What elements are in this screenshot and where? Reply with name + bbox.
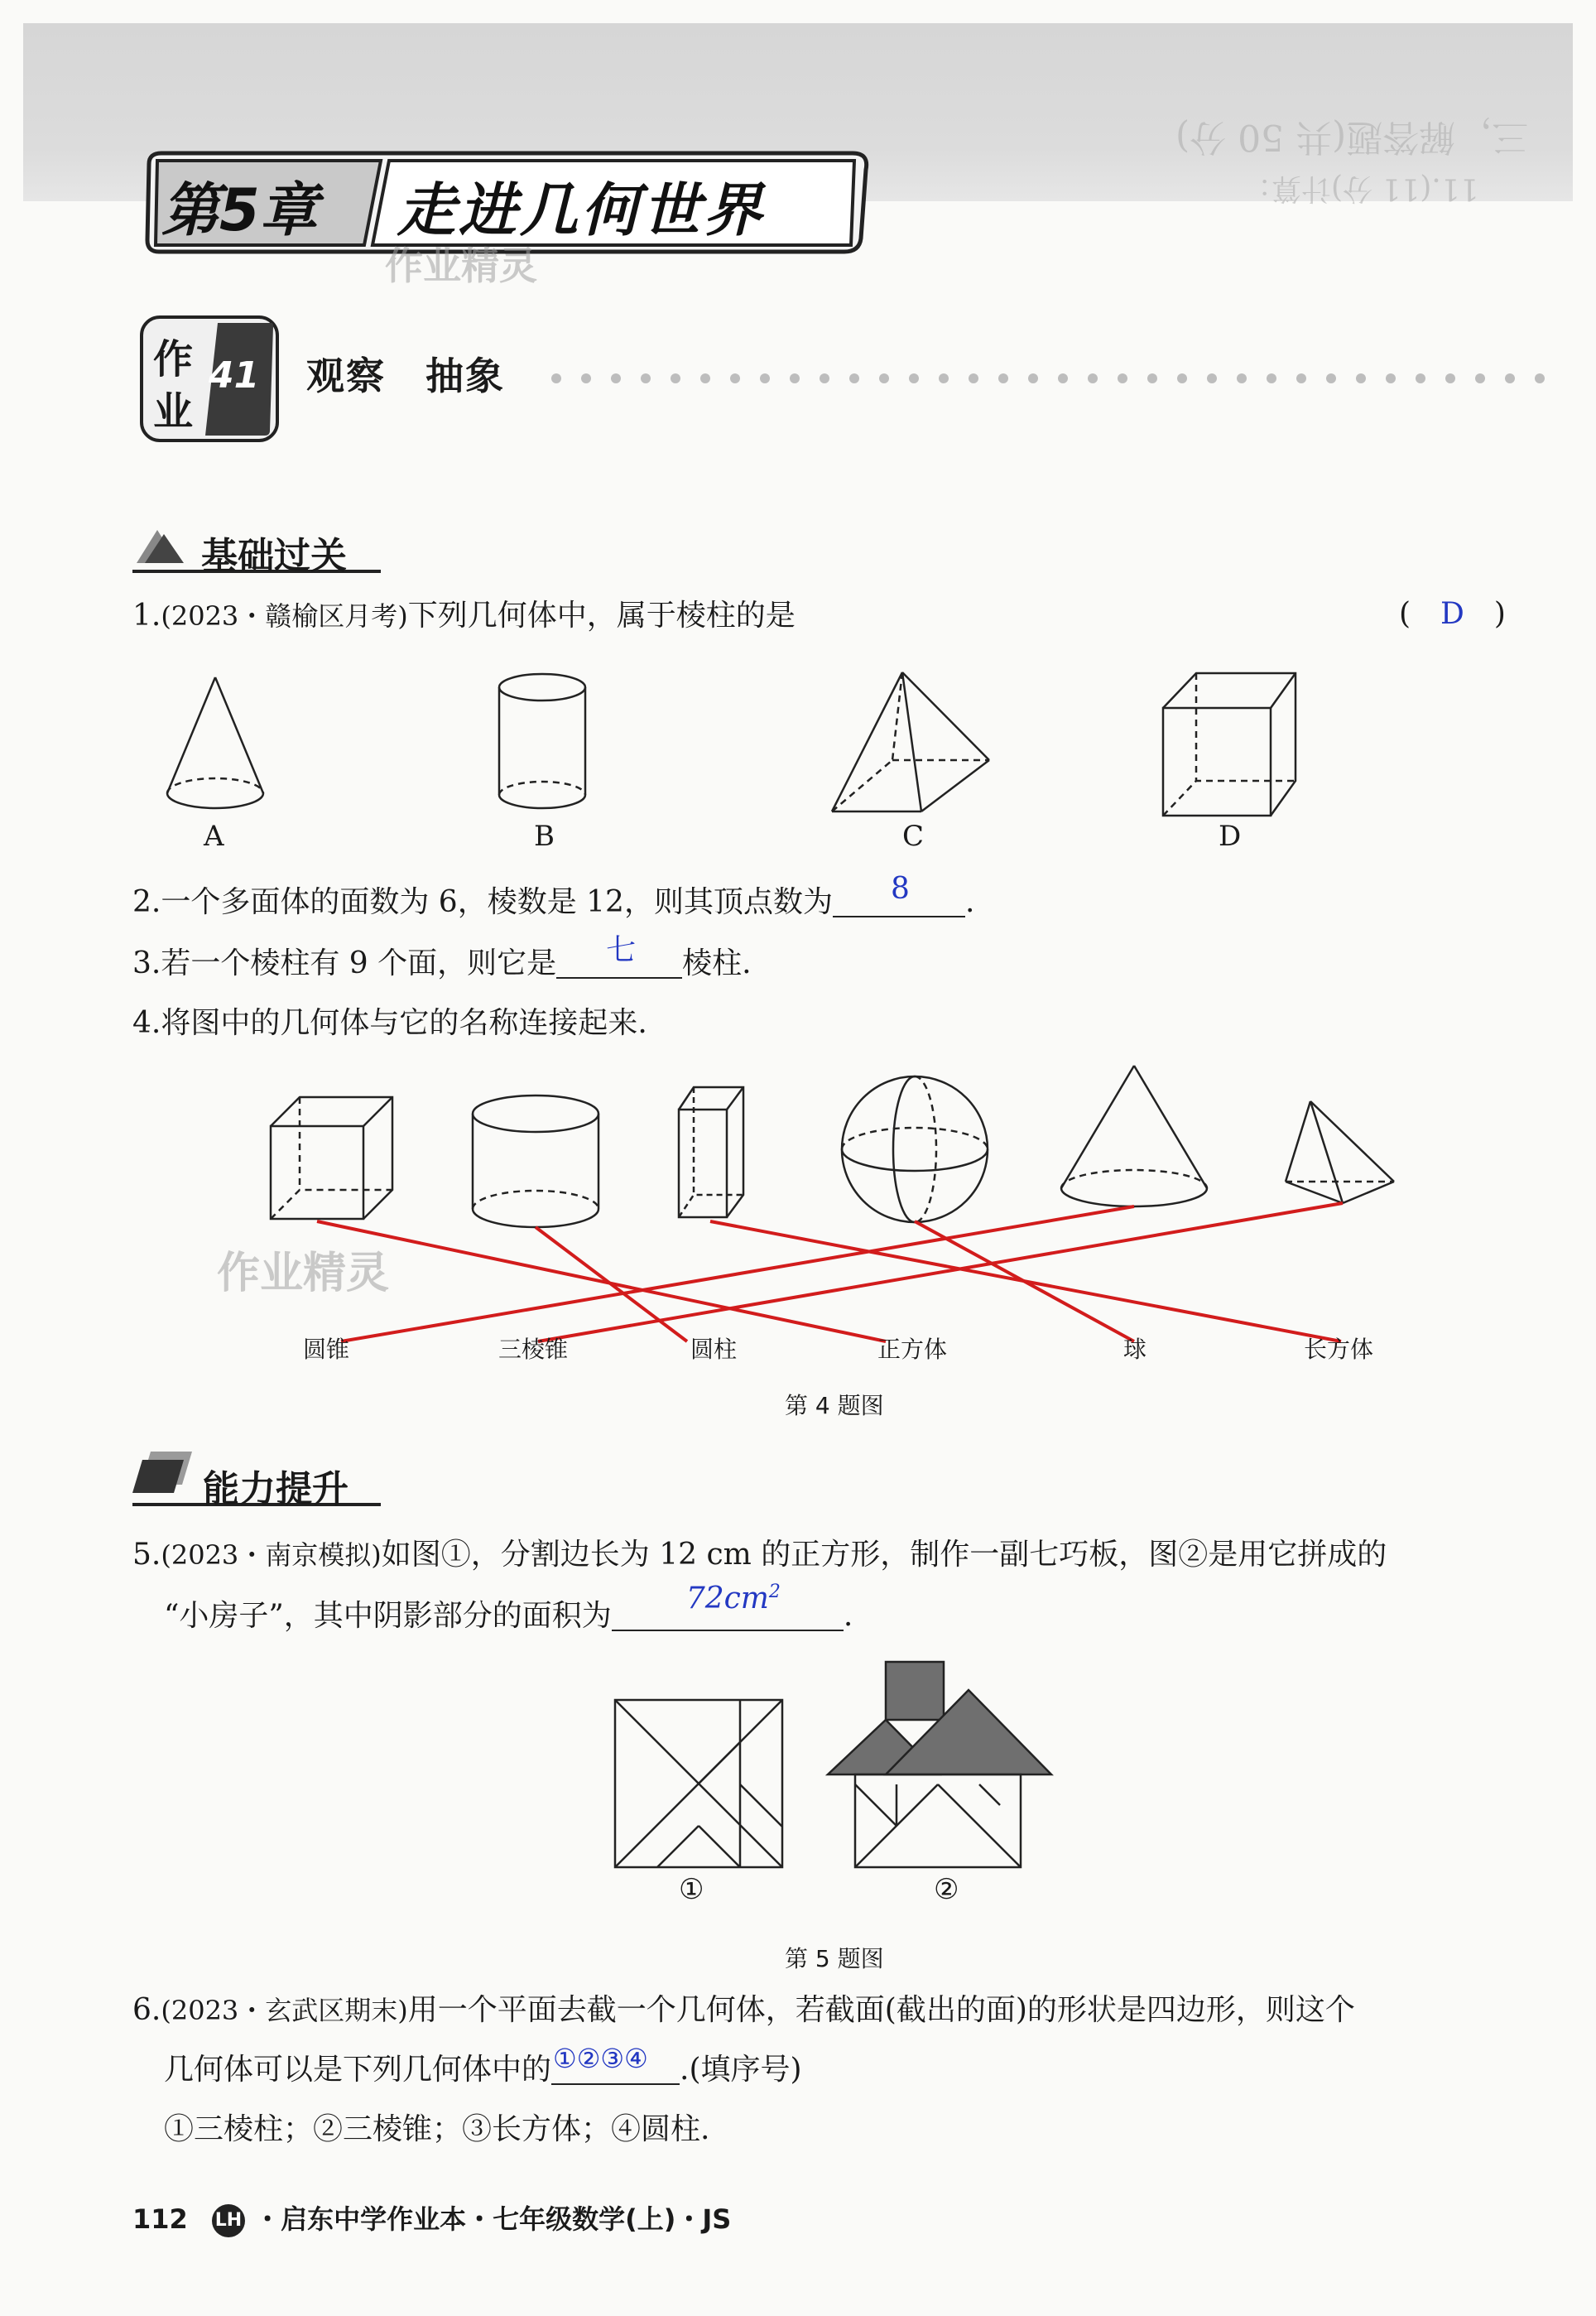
rule-dot bbox=[1416, 373, 1425, 383]
q5-line2 bbox=[164, 1582, 853, 1633]
pyramid-figure-c bbox=[832, 672, 989, 811]
q6-end: .(填序号) bbox=[680, 2053, 802, 2087]
rule-dot bbox=[969, 373, 978, 383]
q4-figure bbox=[265, 1064, 1407, 1346]
q5-fig-label-1: ① bbox=[679, 1873, 704, 1906]
q1-prompt bbox=[132, 601, 796, 631]
q4-prompt: 4.将图中的几何体与它的名称连接起来. bbox=[132, 1006, 647, 1040]
rule-dot bbox=[671, 373, 680, 383]
lesson-number: 41 bbox=[209, 354, 260, 397]
q5-line1 bbox=[132, 1540, 1387, 1570]
q3-end: 棱柱. bbox=[682, 946, 752, 980]
tangram-house bbox=[828, 1662, 1051, 1867]
page-footer bbox=[132, 2198, 731, 2237]
choice-label-c: C bbox=[902, 820, 925, 853]
q3-answer: 七 bbox=[606, 933, 637, 967]
q1-source: (2023・赣榆区月考) bbox=[161, 600, 408, 632]
cone-figure-a bbox=[167, 677, 263, 808]
q5-answer-exponent: 2 bbox=[768, 1582, 781, 1602]
bleed-text-1: 三，解答题(共 50 分) bbox=[1175, 116, 1529, 158]
rule-dot bbox=[820, 373, 829, 383]
q6-line2-text: 几何体可以是下列几何体中的 bbox=[164, 2053, 552, 2087]
page-number: 112 bbox=[132, 2203, 188, 2235]
cuboid-shape bbox=[679, 1087, 743, 1217]
bleed-text-2: 11.(11 分)计算： bbox=[1242, 171, 1479, 205]
q3-blank bbox=[556, 933, 682, 979]
rule-dot bbox=[879, 373, 889, 383]
q5-number: 5. bbox=[132, 1538, 161, 1572]
rule-dot bbox=[611, 373, 621, 383]
q2-text: 2.一个多面体的面数为 6，棱数是 12，则其顶点数为 bbox=[132, 885, 833, 919]
watermark-top: 作业精灵 bbox=[385, 243, 537, 288]
footer-text: ・启东中学作业本・七年级数学(上)・JS bbox=[254, 2203, 732, 2235]
q1-figures bbox=[157, 671, 1316, 828]
q5-answer bbox=[686, 1583, 781, 1614]
rule-dot bbox=[1505, 373, 1515, 383]
q2-prompt bbox=[132, 872, 975, 919]
choice-label-d: D bbox=[1219, 820, 1242, 853]
connector-lines bbox=[317, 1203, 1343, 1341]
lesson-title: 观察 抽象 bbox=[306, 354, 505, 398]
rule-dot bbox=[1118, 373, 1127, 383]
q4-caption: 第 4 题图 bbox=[785, 1392, 884, 1419]
q5-fig-label-2: ② bbox=[934, 1873, 959, 1906]
q5-line2-text: “小房子”，其中阴影部分的面积为 bbox=[164, 1599, 612, 1633]
watermark-mid: 作业精灵 bbox=[217, 1249, 390, 1298]
sphere-shape bbox=[842, 1076, 988, 1222]
name-label-zhengfangti: 正方体 bbox=[877, 1336, 948, 1363]
cylinder-figure-b bbox=[499, 674, 585, 808]
q6-line1 bbox=[132, 1993, 1355, 2027]
triangular-pyramid-shape bbox=[1286, 1101, 1394, 1203]
choice-label-a: A bbox=[204, 820, 224, 853]
q3-prompt bbox=[132, 933, 752, 980]
dotted-rule bbox=[550, 372, 1569, 383]
rule-dot bbox=[1237, 373, 1247, 383]
q5-source: (2023・南京模拟) bbox=[161, 1539, 382, 1571]
q5-line1-text: 如图①，分割边长为 12 cm 的正方形，制作一副七巧板，图②是用它拼成的 bbox=[381, 1538, 1387, 1572]
name-label-qiu: 球 bbox=[1123, 1336, 1147, 1363]
section-icon-advanced bbox=[132, 1445, 199, 1498]
section-icon-basic bbox=[132, 518, 190, 571]
q6-line1-text: 用一个平面去截一个几何体，若截面(截出的面)的形状是四边形，则这个 bbox=[407, 1993, 1355, 2027]
rule-dot bbox=[939, 373, 949, 383]
rule-dot bbox=[581, 373, 591, 383]
q5-end: . bbox=[843, 1599, 853, 1633]
q1-text: 下列几何体中，属于棱柱的是 bbox=[407, 599, 796, 633]
q1-answer: D bbox=[1440, 597, 1464, 631]
rule-dot bbox=[1296, 373, 1306, 383]
tangram-square bbox=[615, 1700, 782, 1867]
rule-dot bbox=[1267, 373, 1276, 383]
name-label-changfangti: 长方体 bbox=[1304, 1336, 1374, 1363]
section-title-advanced: 能力提升 bbox=[203, 1468, 349, 1510]
name-label-yuanzhu: 圆柱 bbox=[690, 1336, 738, 1363]
q2-blank bbox=[833, 872, 965, 917]
cone-shape bbox=[1061, 1066, 1207, 1206]
q2-end: . bbox=[964, 885, 975, 919]
rule-dot bbox=[1147, 373, 1157, 383]
q5-caption: 第 5 题图 bbox=[785, 1945, 884, 1972]
rule-dot bbox=[1386, 373, 1396, 383]
rule-dot bbox=[849, 373, 859, 383]
rule-dot bbox=[998, 373, 1008, 383]
q5-figure bbox=[613, 1660, 1060, 1875]
rule-dot bbox=[1177, 373, 1187, 383]
rule-dot bbox=[551, 373, 561, 383]
cube-shape bbox=[271, 1097, 392, 1219]
rule-dot bbox=[790, 373, 800, 383]
name-label-yuanzhui: 圆锥 bbox=[303, 1336, 350, 1363]
q1-number: 1. bbox=[132, 599, 161, 633]
q2-answer: 8 bbox=[890, 872, 910, 906]
rule-dot bbox=[730, 373, 740, 383]
q5-answer-value: 72cm bbox=[685, 1582, 769, 1615]
rule-dot bbox=[1207, 373, 1217, 383]
publisher-badge: LH bbox=[212, 2204, 245, 2237]
q3-text: 3.若一个棱柱有 9 个面，则它是 bbox=[132, 946, 557, 980]
lesson-prefix-top: 作 bbox=[153, 336, 194, 383]
rule-dot bbox=[909, 373, 919, 383]
q6-number: 6. bbox=[132, 1993, 161, 2027]
q6-source: (2023・玄武区期末) bbox=[161, 1995, 408, 2026]
lesson-prefix-bottom: 业 bbox=[153, 388, 194, 435]
q1-answer-bracket: ( D ) bbox=[1399, 597, 1506, 631]
rule-dot bbox=[760, 373, 770, 383]
q6-options: ①三棱柱；②三棱锥；③长方体；④圆柱. bbox=[164, 2112, 710, 2146]
rule-dot bbox=[1535, 373, 1545, 383]
rule-dot bbox=[641, 373, 651, 383]
rule-dot bbox=[1058, 373, 1068, 383]
rule-dot bbox=[700, 373, 710, 383]
section-title-basic: 基础过关 bbox=[201, 535, 347, 577]
q6-line2 bbox=[164, 2043, 802, 2087]
q5-blank bbox=[612, 1582, 844, 1631]
cylinder-shape bbox=[473, 1095, 598, 1227]
prism-figure-d bbox=[1163, 673, 1296, 816]
rule-dot bbox=[1356, 373, 1366, 383]
q6-blank bbox=[551, 2043, 680, 2085]
choice-label-b: B bbox=[534, 820, 555, 853]
q6-answer: ①②③④ bbox=[553, 2043, 648, 2074]
rule-dot bbox=[1326, 373, 1336, 383]
name-label-sanlengzhui: 三棱锥 bbox=[498, 1336, 569, 1363]
rule-dot bbox=[1445, 373, 1455, 383]
rule-dot bbox=[1028, 373, 1038, 383]
rule-dot bbox=[1088, 373, 1098, 383]
chapter-number: 第5章 bbox=[161, 176, 318, 244]
connector-cylinder-to-yuanzhu bbox=[536, 1227, 687, 1341]
chapter-title: 走进几何世界 bbox=[397, 176, 765, 244]
connector-pyramid-to-sanlengzhui bbox=[538, 1203, 1343, 1341]
rule-dot bbox=[1475, 373, 1485, 383]
